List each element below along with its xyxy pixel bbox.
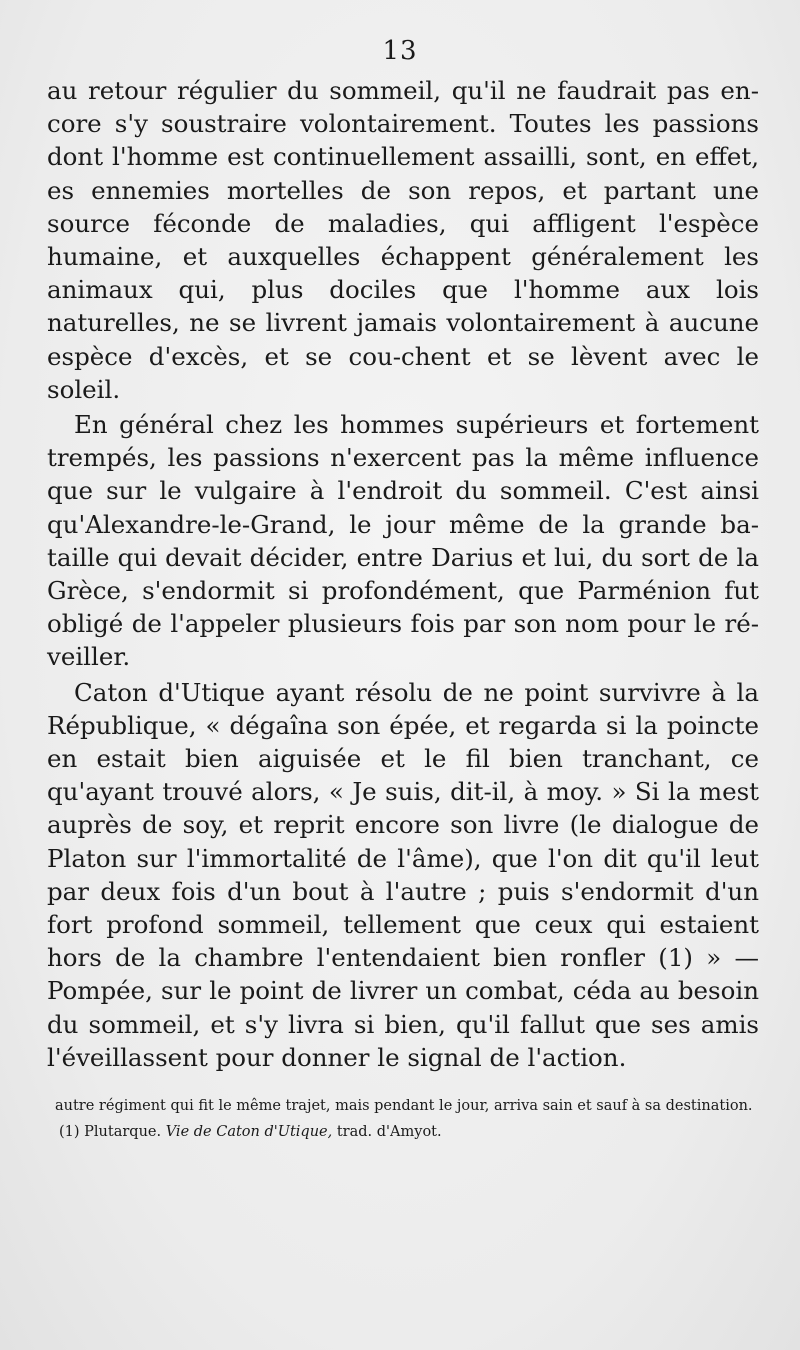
footnote-1 [55,1122,760,1143]
footnote-1-marker: (1) Plutarque. [59,1124,162,1140]
body-text [47,74,759,1074]
page-number: 13 [382,36,418,66]
paragraph-1: au retour régulier du sommeil, qu'il ne faudrait pas en-core s'y soustraire volontairement. Toutes les passions dont l'homme est continuellement assailli, sont, en effet, es ennemies mortelles de son repos, et partant une source féconde de maladies, qui affligent l'espèce humaine, et auxquelles échappent généralement les animaux qui, plus dociles que l'homme aux lois naturelles, ne se livrent jamais volontairement à aucune espèce d'excès, et se cou-chent et se lèvent avec le soleil. [47,76,759,404]
footnote-1-rest: trad. d'Amyot. [336,1124,442,1140]
footnotes [55,1096,760,1143]
paragraph-3: Caton d'Utique ayant résolu de ne point survivre à la République, « dégaîna son épée, et regarda si la poincte en estait bien aiguisée et le fil bien tranchant, ce qu'ayant trouvé alors, « Je suis, dit-il, à moy. » Si la mest auprès de soy, et reprit encore son livre (le dialogue de Platon sur l'immortalité de l'âme), que l'on dit qu'il leut par deux fois d'un bout à l'autre ; puis s'endormit d'un fort profond sommeil, tellement que ceux qui estaient hors de la chambre l'entendaient bien ronfler (1) » — Pompée, sur le point de livrer un combat, céda au besoin du sommeil, et s'y livra si bien, qu'il fallut que ses amis l'éveillassent pour donner le signal de l'action. [47,677,759,1072]
footnote-continuation: autre régiment qui fit le même trajet, mais pendant le jour, arriva sain et sauf à sa destination. [55,1098,753,1114]
footnote-1-title: Vie de Caton d'Utique, [165,1124,333,1140]
paragraph-2: En général chez les hommes supérieurs et fortement trempés, les passions n'exercent pas la même influence que sur le vulgaire à l'endroit du sommeil. C'est ainsi qu'Alexandre-le-Grand, le jour même de la grande ba-taille qui devait décider, entre Darius et lui, du sort de la Grèce, s'endormit si profondément, que Parménion fut obligé de l'appeler plusieurs fois par son nom pour le ré-veiller. [47,410,759,672]
